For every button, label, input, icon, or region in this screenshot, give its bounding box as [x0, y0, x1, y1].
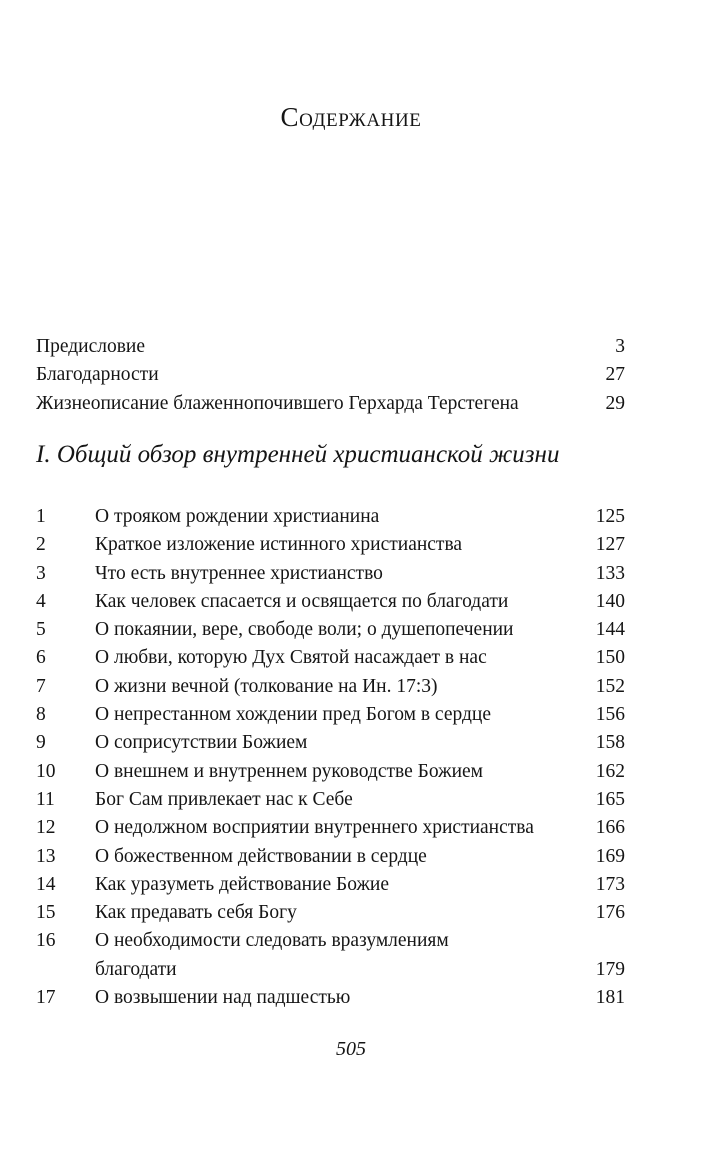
chapter-row — [36, 758, 625, 786]
chapter-page: 176 — [595, 902, 625, 924]
front-matter-text: Предисловие — [36, 336, 146, 357]
chapter-row — [36, 786, 625, 814]
chapter-title: Что есть внутреннее христианство — [95, 562, 383, 584]
chapter-row — [36, 531, 625, 559]
chapter-number: 10 — [36, 760, 56, 782]
chapter-row — [36, 984, 625, 1012]
chapter-title: О возвышении над падшестью — [95, 987, 351, 1009]
chapter-page: 144 — [595, 619, 625, 641]
chapter-title: Как уразуметь действование Божие — [95, 873, 390, 895]
chapter-row — [36, 899, 625, 927]
chapter-number: 1 — [36, 506, 46, 527]
front-matter-item — [36, 393, 625, 421]
chapter-row — [36, 871, 625, 899]
chapter-page: 156 — [595, 704, 625, 726]
chapter-number: 7 — [36, 675, 46, 697]
chapter-row — [36, 814, 625, 842]
chapter-row — [36, 843, 625, 871]
chapter-page: 173 — [595, 873, 625, 895]
front-matter-page: 29 — [605, 392, 625, 414]
chapter-number: 11 — [36, 788, 55, 810]
page-number: 505 — [336, 1038, 366, 1060]
chapter-page: 166 — [595, 817, 625, 839]
chapter-number: 14 — [36, 873, 56, 895]
front-matter-page: 3 — [615, 336, 625, 357]
chapter-page: 152 — [595, 675, 625, 697]
chapter-list — [36, 503, 625, 1012]
chapter-number: 5 — [36, 619, 46, 641]
chapter-number: 15 — [36, 902, 56, 924]
front-matter-text: Жизнеописание блаженнопочившего Герхарда Терстегена — [36, 392, 519, 414]
front-matter-page: 27 — [605, 364, 625, 386]
chapter-row — [36, 701, 625, 729]
front-matter-text: Благодарности — [36, 364, 159, 386]
chapter-title: Как предавать себя Богу — [95, 902, 297, 924]
chapter-row — [36, 729, 625, 757]
chapter-title: О покаянии, вере, свободе воли; о душепопечении — [95, 619, 514, 641]
chapter-page: 150 — [595, 647, 625, 669]
front-matter-item — [36, 364, 625, 392]
chapter-page: 162 — [595, 760, 625, 782]
chapter-title: Как человек спасается и освящается по благодати — [95, 590, 509, 612]
chapter-page: 133 — [595, 562, 625, 584]
chapter-row — [36, 560, 625, 588]
chapter-page: 158 — [595, 732, 625, 754]
chapter-row — [36, 616, 625, 644]
chapter-title: О любви, которую Дух Святой насаждает в нас — [95, 647, 487, 669]
chapter-title: О божественном действовании в сердце — [95, 845, 427, 867]
chapter-title: Бог Сам привлекает нас к Себе — [95, 788, 353, 810]
chapter-number: 2 — [36, 534, 46, 556]
chapter-number: 9 — [36, 732, 46, 754]
chapter-title: О необходимости следовать вразумлениям благодати — [95, 930, 449, 980]
chapter-page: 165 — [595, 788, 625, 810]
chapter-title: О непрестанном хождении пред Богом в сердце — [95, 704, 491, 726]
chapter-number: 3 — [36, 562, 46, 584]
chapter-number: 4 — [36, 590, 46, 612]
chapter-page: 169 — [595, 845, 625, 867]
chapter-row — [36, 503, 625, 531]
page-title: Содержание — [280, 102, 422, 132]
chapter-row — [36, 673, 625, 701]
chapter-title: О недолжном восприятии внутреннего христианства — [95, 817, 534, 839]
chapter-page: 179 — [595, 958, 625, 980]
chapter-title: О внешнем и внутреннем руководстве Божием — [95, 760, 484, 782]
chapter-number: 13 — [36, 845, 56, 867]
chapter-row — [36, 927, 625, 984]
part-heading: I. Общий обзор внутренней христианской жизни — [36, 441, 560, 468]
chapter-page: 125 — [595, 506, 625, 527]
chapter-page: 140 — [595, 590, 625, 612]
chapter-number: 12 — [36, 817, 56, 839]
chapter-number: 17 — [36, 987, 56, 1009]
front-matter-list — [36, 336, 625, 421]
chapter-row — [36, 588, 625, 616]
chapter-page: 127 — [595, 534, 625, 556]
front-matter-item — [36, 336, 625, 364]
chapter-page: 181 — [595, 987, 625, 1009]
chapter-number: 6 — [36, 647, 46, 669]
chapter-title: Краткое изложение истинного христианства — [95, 534, 463, 556]
chapter-title: О трояком рождении христианина — [95, 506, 380, 527]
chapter-number: 16 — [36, 930, 56, 952]
chapter-title: О соприсутствии Божием — [95, 732, 308, 754]
chapter-title: О жизни вечной (толкование на Ин. 17:3) — [95, 675, 438, 697]
chapter-number: 8 — [36, 704, 46, 726]
chapter-row — [36, 644, 625, 672]
